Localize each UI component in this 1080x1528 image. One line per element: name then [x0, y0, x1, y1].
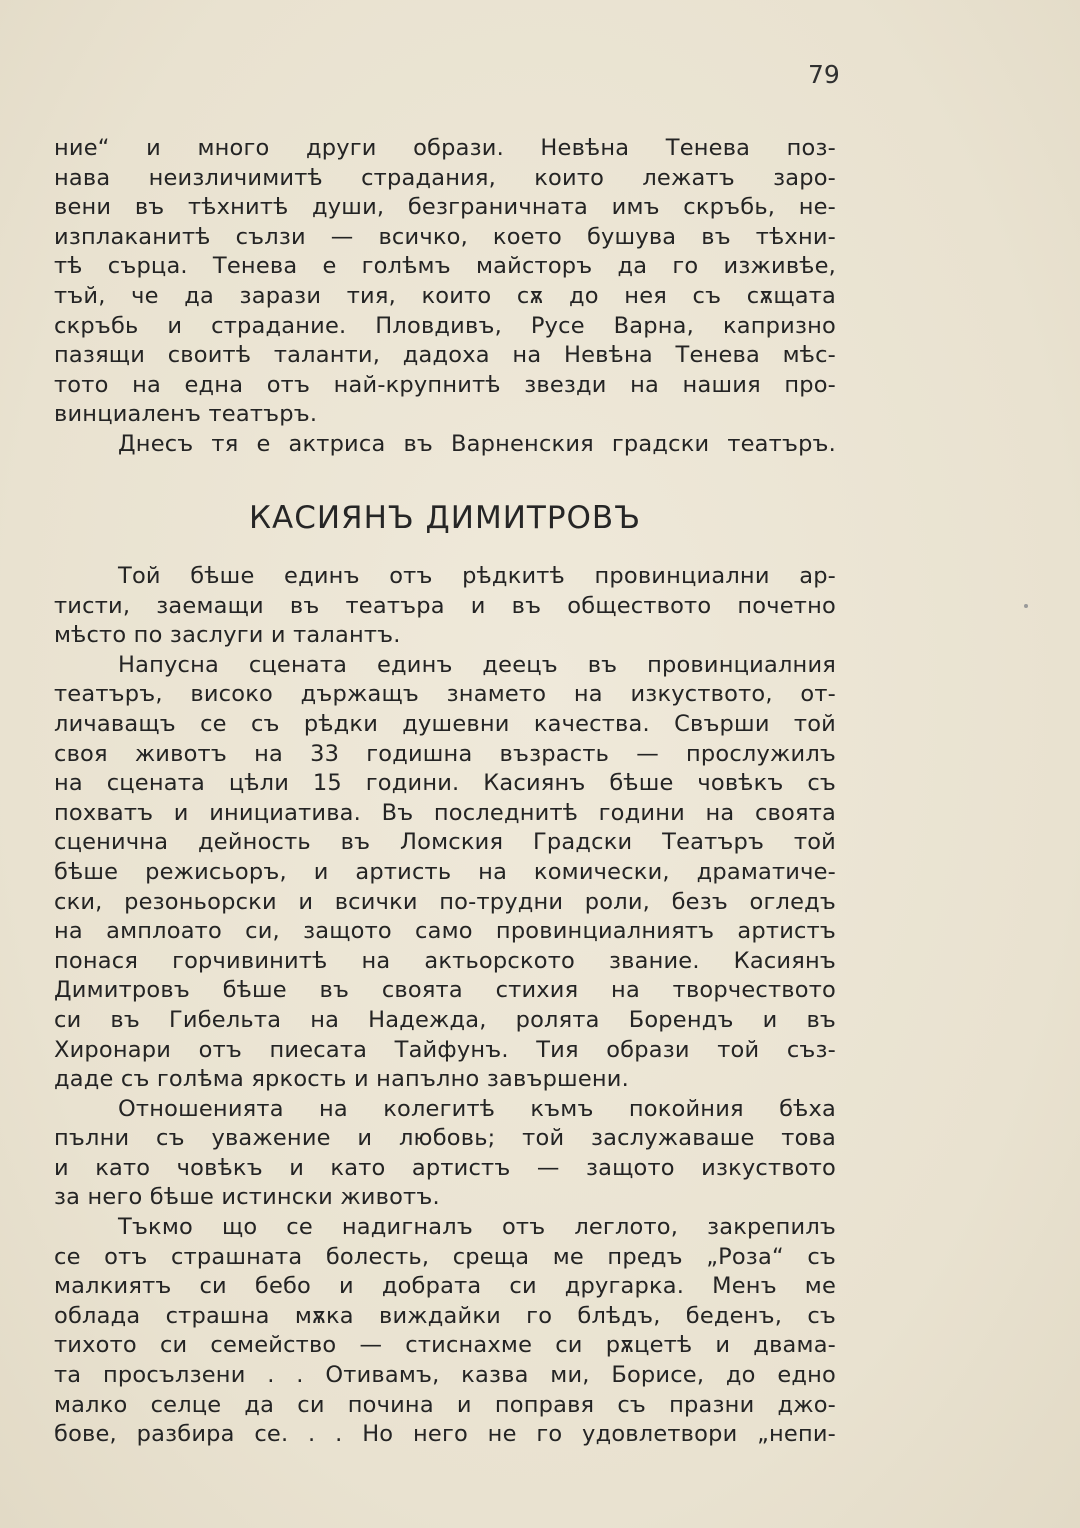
page-number: 79 — [808, 60, 840, 89]
text-line: Напусна сцената единъ деецъ въ провинциалния — [118, 651, 836, 678]
text-line: сценична дейность въ Ломския Градски Театъръ той — [54, 829, 836, 856]
text-line: личаващъ се съ рѣдки душевни качества. Свърши той — [54, 710, 836, 737]
text-line: даде съ голѣма яркость и напълно завършени. — [54, 1066, 629, 1093]
text-line: бѣше режисьоръ, и артисть на комически, драматиче- — [54, 858, 836, 885]
text-line: на амплоато си, защото само провинциалниятъ артистъ — [54, 918, 836, 945]
text-line: своя животъ на 33 годишна възрасть — прослужилъ — [54, 740, 836, 767]
text-line: Днесъ тя е актриса въ Варненския градски театъръ. — [118, 430, 836, 457]
text-line: мѣсто по заслуги и талантъ. — [54, 622, 401, 649]
text-line: вени въ тѣхнитѣ души, безграничната имъ скръбь, не- — [54, 194, 836, 221]
text-line: винциаленъ театъръ. — [54, 401, 318, 428]
section-heading: КАСИЯНЪ ДИМИТРОВЪ — [248, 500, 641, 536]
text-line: понася горчивинитѣ на актьорското звание. Касиянъ — [54, 947, 836, 974]
text-line: Отношенията на колегитѣ къмъ покойния бѣха — [118, 1095, 836, 1122]
text-line: малко селце да си почина и поправя съ празни джо- — [54, 1391, 836, 1418]
text-line: тото на една отъ най-крупнитѣ звезди на нашия про- — [54, 371, 836, 398]
text-line: похватъ и инициатива. Въ последнитѣ години на своята — [54, 799, 836, 826]
paper-speck — [1024, 604, 1028, 608]
text-line: бове, разбира се. . . Но него не го удовлетвори „непи- — [54, 1421, 836, 1448]
text-line: Димитровъ бѣше въ своята стихия на творчеството — [54, 977, 836, 1004]
text-section-top — [54, 134, 836, 460]
text-line: на сцената цѣли 15 години. Касиянъ бѣше човѣкъ съ — [54, 770, 836, 797]
text-line: и като човѣкъ и като артистъ — защото изкуството — [54, 1154, 836, 1181]
text-section-bottom — [54, 562, 836, 1450]
text-line: ние“ и много други образи. Невѣна Тенева поз- — [54, 135, 836, 161]
text-line: театъръ, високо държащъ знамето на изкуството, от- — [54, 681, 836, 708]
text-line: Тъкмо що се надигналъ отъ леглото, закрепилъ — [118, 1214, 836, 1241]
text-line: пълни съ уважение и любовь; той заслужаваше това — [54, 1125, 836, 1152]
text-line: за него бѣше истински животъ. — [54, 1184, 440, 1211]
text-line: Той бѣше единъ отъ рѣдкитѣ провинциални ар- — [118, 563, 836, 589]
text-line: нава неизличимитѣ страдания, които лежатъ заро- — [54, 164, 836, 191]
text-line: пазящи своитѣ таланти, дадоха на Невѣна Тенева мѣс- — [54, 342, 836, 369]
text-line: облада страшна мѫка виждайки го блѣдъ, беденъ, съ — [54, 1302, 836, 1329]
text-line: се отъ страшната болесть, среща ме предъ „Роза“ съ — [54, 1243, 836, 1270]
text-line: ски, резоньорски и всички по-трудни роли, безъ огледъ — [54, 888, 836, 915]
text-line: тихото си семейство — стиснахме си рѫцетѣ и двама- — [54, 1332, 836, 1359]
text-line: Хиронари отъ пиесата Тайфунъ. Тия образи той съз- — [54, 1036, 836, 1063]
text-line: тъй, че да зарази тия, които сѫ до нея съ сѫщата — [54, 282, 836, 309]
text-line: та просълзени . . Отивамъ, казва ми, Борисе, до едно — [54, 1362, 836, 1389]
text-line: тисти, заемащи въ театъра и въ обществото почетно — [54, 592, 836, 619]
text-line: изплаканитѣ сълзи — всичко, което бушува въ тѣхни- — [54, 223, 836, 250]
text-line: тѣ сърца. Тенева е голѣмъ майсторъ да го изживѣе, — [54, 253, 836, 280]
text-line: скръбь и страдание. Пловдивъ, Русе Варна, капризно — [54, 312, 836, 339]
text-line: си въ Гибельта на Надежда, ролята Борендъ и въ — [54, 1006, 836, 1033]
text-line: малкиятъ си бебо и добрата си другарка. Менъ ме — [54, 1273, 836, 1300]
